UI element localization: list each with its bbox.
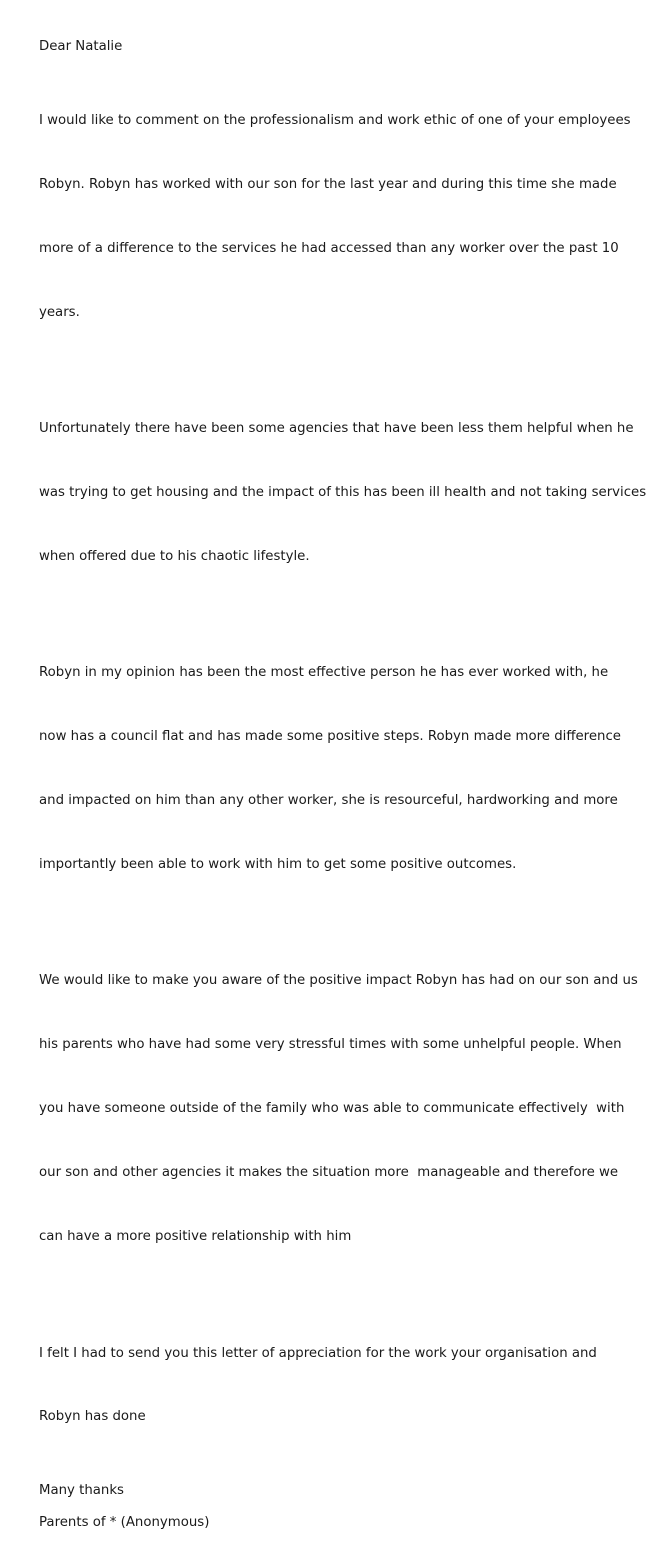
paragraph-3: [39, 620, 621, 918]
paragraph-line: his parents who have had some very stressful times with some unhelpful people. When: [39, 1037, 622, 1053]
paragraph-line: our son and other agencies it makes the situation more manageable and therefore we: [39, 1165, 619, 1181]
paragraph-line: more of a difference to the services he had accessed than any worker over the past 10: [39, 240, 619, 256]
paragraph-line: and impacted on him than any other worker, she is resourceful, hardworking and more: [39, 793, 618, 809]
paragraph-2: [39, 375, 646, 609]
paragraph-1: [39, 67, 631, 365]
letter-body: [39, 36, 646, 1543]
paragraph-5: [39, 1300, 599, 1470]
closing: Many thanks: [39, 1483, 124, 1499]
paragraph-line: when offered due to his chaotic lifestyle.: [39, 548, 310, 564]
paragraph-line: can have a more positive relationship with him: [39, 1229, 352, 1245]
paragraph-4: [39, 928, 638, 1290]
paragraph-line: importantly been able to work with him to get some positive outcomes.: [39, 856, 517, 872]
paragraph-line: We would like to make you aware of the positive impact Robyn has had on our son and us: [39, 973, 638, 989]
paragraph-line: I felt I had to send you this letter of appreciation for the work your organisation and: [39, 1345, 597, 1361]
paragraph-line: Robyn has done: [39, 1409, 146, 1425]
paragraph-line: Robyn. Robyn has worked with our son for the last year and during this time she made: [39, 176, 617, 192]
paragraph-line: now has a council flat and has made some positive steps. Robyn made more difference: [39, 729, 621, 745]
signature: Parents of * (Anonymous): [39, 1514, 210, 1530]
paragraph-line: you have someone outside of the family who was able to communicate effectively with: [39, 1101, 625, 1117]
paragraph-line: years.: [39, 304, 80, 320]
salutation: Dear Natalie: [39, 39, 123, 54]
paragraph-line: Unfortunately there have been some agencies that have been less them helpful when he: [39, 421, 634, 437]
paragraph-line: Robyn in my opinion has been the most effective person he has ever worked with, he: [39, 665, 609, 681]
paragraph-line: I would like to comment on the professionalism and work ethic of one of your employees: [39, 112, 631, 128]
paragraph-line: was trying to get housing and the impact of this has been ill health and not taking services: [39, 484, 646, 500]
